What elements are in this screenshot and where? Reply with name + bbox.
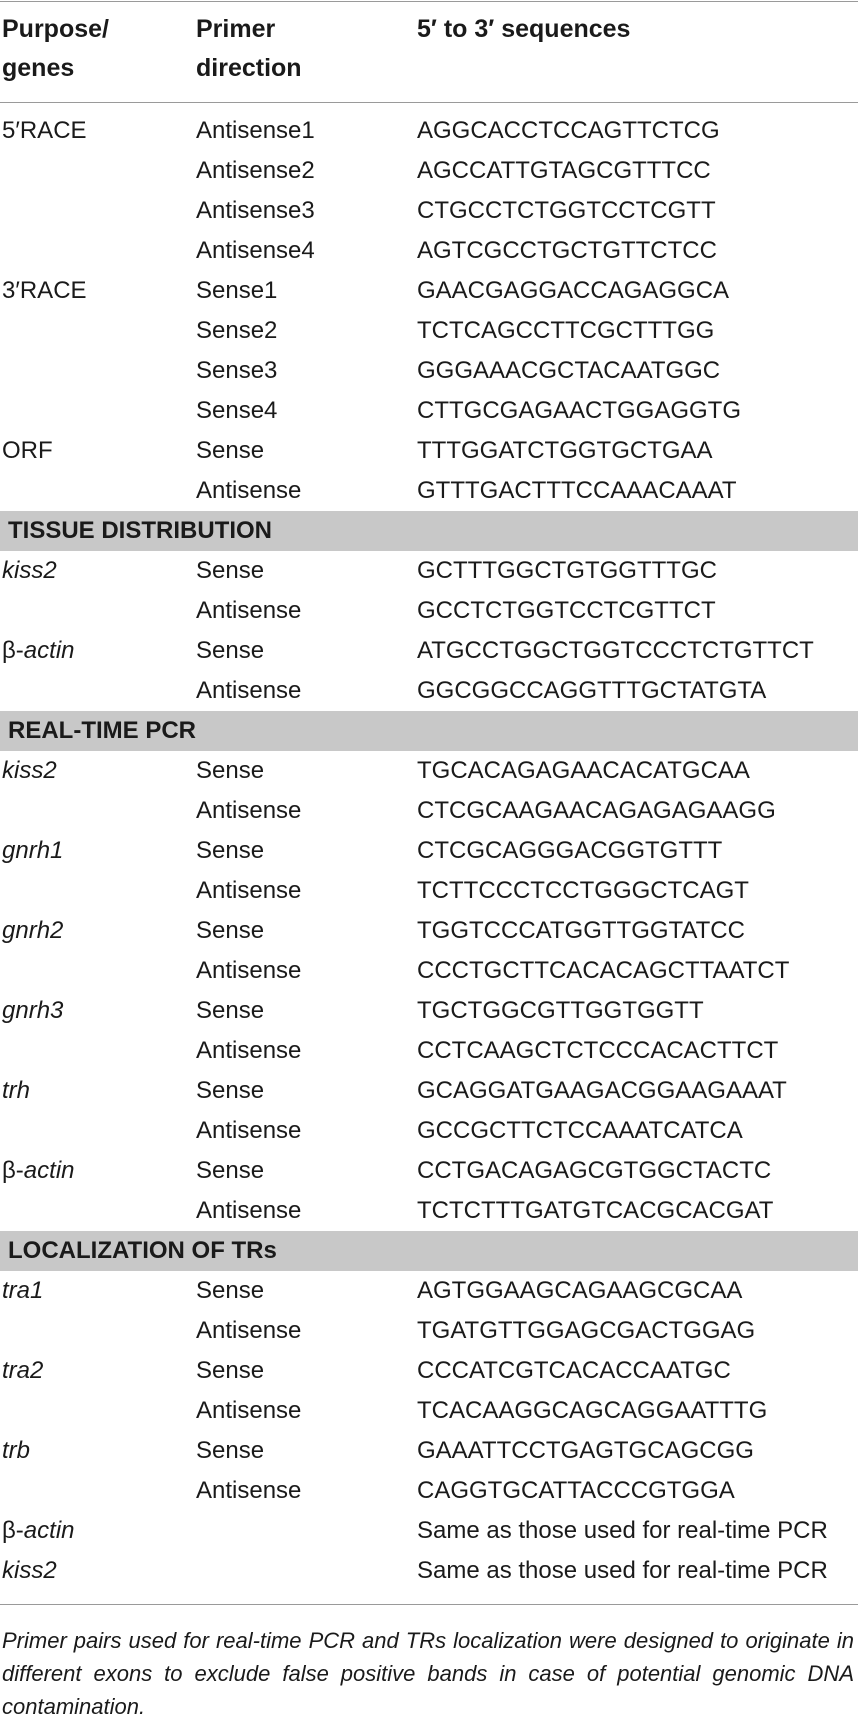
table-row <box>0 1191 858 1231</box>
sequence-cell: GGGAAACGCTACAATGGC <box>417 357 721 384</box>
primer-direction-cell: Antisense <box>196 597 302 624</box>
sequence-cell: CCTCAAGCTCTCCCACACTTCT <box>417 1037 779 1064</box>
table-row <box>0 671 858 711</box>
primer-direction-cell: Antisense <box>196 877 302 904</box>
primer-direction-cell: Antisense <box>196 1197 302 1224</box>
table-row <box>0 791 858 831</box>
table-row <box>0 871 858 911</box>
table-row <box>0 1511 858 1551</box>
gene-prefix: β- <box>2 1517 24 1544</box>
primer-direction-cell: Sense <box>196 1077 265 1104</box>
primer-direction-cell: Antisense <box>196 677 302 704</box>
gene-cell <box>2 1431 30 1471</box>
table-row <box>0 751 858 791</box>
table-row <box>0 1431 858 1471</box>
primer-direction-cell: Antisense <box>196 797 302 824</box>
sequence-cell: ATGCCTGGCTGGTCCCTCTGTTCT <box>417 637 814 664</box>
sequence-cell: GTTTGACTTTCCAAACAAAT <box>417 477 737 504</box>
table-row <box>0 311 858 351</box>
gene-cell <box>2 1351 43 1391</box>
gene-cell <box>2 911 63 951</box>
table-row <box>0 591 858 631</box>
sequence-cell: TTTGGATCTGGTGCTGAA <box>417 437 713 464</box>
primer-direction-cell: Antisense1 <box>196 117 315 144</box>
sequence-cell: TCACAAGGCAGCAGGAATTTG <box>417 1397 768 1424</box>
gene-name: actin <box>23 1157 75 1184</box>
table-row <box>0 1391 858 1431</box>
table-row <box>0 351 858 391</box>
primer-direction-cell: Sense <box>196 757 265 784</box>
section-header <box>0 711 858 751</box>
gene-cell <box>2 751 57 791</box>
table-row <box>0 271 858 311</box>
section-header-label: TISSUE DISTRIBUTION <box>8 517 273 544</box>
header-sequences: 5′ to 3′ sequences <box>417 15 631 43</box>
primer-direction-cell: Antisense <box>196 1477 302 1504</box>
gene-prefix: β- <box>2 637 24 664</box>
gene-cell <box>2 1071 30 1111</box>
table-row <box>0 1311 858 1351</box>
gene-name: tra2 <box>2 1357 44 1384</box>
gene-name: 5′RACE <box>2 117 87 144</box>
primer-direction-cell: Sense <box>196 557 265 584</box>
table-row <box>0 391 858 431</box>
sequence-cell: CCTGACAGAGCGTGGCTACTC <box>417 1157 772 1184</box>
primer-direction-cell: Sense1 <box>196 277 278 304</box>
gene-name: kiss2 <box>2 557 57 584</box>
sequence-cell: GCTTTGGCTGTGGTTTGC <box>417 557 717 584</box>
sequence-cell: GCCTCTGGTCCTCGTTCT <box>417 597 716 624</box>
primer-direction-cell: Antisense4 <box>196 237 315 264</box>
table-row <box>0 631 858 671</box>
sequence-cell: TCTCTTTGATGTCACGCACGAT <box>417 1197 774 1224</box>
gene-cell <box>2 631 75 671</box>
table-footnote: Primer pairs used for real-time PCR and TRs localization were designed to originate in different exons to exclude false positive bands in case of potential genomic DNA contamination. <box>2 1628 854 1719</box>
sequence-cell: GAACGAGGACCAGAGGCA <box>417 277 730 304</box>
gene-name: actin <box>23 1517 75 1544</box>
sequence-cell: CTCGCAGGGACGGTGTTT <box>417 837 723 864</box>
primer-direction-cell: Sense <box>196 837 265 864</box>
table-row <box>0 551 858 591</box>
sequence-cell: CTTGCGAGAACTGGAGGTG <box>417 397 742 424</box>
gene-cell <box>2 1511 75 1551</box>
table-row <box>0 431 858 471</box>
sequence-cell: GGCGGCCAGGTTTGCTATGTA <box>417 677 767 704</box>
primer-direction-cell: Sense <box>196 637 265 664</box>
section-header-label: REAL-TIME PCR <box>8 717 196 744</box>
primer-direction-cell: Antisense <box>196 1317 302 1344</box>
gene-name: kiss2 <box>2 757 57 784</box>
sequence-cell: TCTCAGCCTTCGCTTTGG <box>417 317 715 344</box>
gene-cell <box>2 831 63 871</box>
sequence-cell: AGTCGCCTGCTGTTCTCC <box>417 237 717 264</box>
table-row <box>0 1551 858 1591</box>
table-row <box>0 1271 858 1311</box>
sequence-cell: Same as those used for real-time PCR <box>417 1517 828 1544</box>
gene-name: gnrh3 <box>2 997 64 1024</box>
sequence-cell: AGGCACCTCCAGTTCTCG <box>417 117 720 144</box>
table-row <box>0 1111 858 1151</box>
primer-direction-cell: Antisense <box>196 477 302 504</box>
gene-name: gnrh2 <box>2 917 64 944</box>
section-header <box>0 1231 858 1271</box>
gene-cell <box>2 111 87 151</box>
table-row <box>0 1471 858 1511</box>
primer-direction-cell: Sense <box>196 1437 265 1464</box>
section-header <box>0 511 858 551</box>
sequence-cell: AGCCATTGTAGCGTTTCC <box>417 157 711 184</box>
primer-direction-cell: Antisense <box>196 1117 302 1144</box>
sequence-cell: CTCGCAAGAACAGAGAGAAGG <box>417 797 776 824</box>
sequence-cell: CCCTGCTTCACACAGCTTAATCT <box>417 957 790 984</box>
table-row <box>0 831 858 871</box>
sequence-cell: TGCTGGCGTTGGTGGTT <box>417 997 704 1024</box>
gene-prefix: β- <box>2 1157 24 1184</box>
primer-direction-cell: Sense <box>196 1357 265 1384</box>
table-top-rule <box>0 1 858 2</box>
primer-direction-cell: Sense <box>196 1277 265 1304</box>
sequence-cell: Same as those used for real-time PCR <box>417 1557 828 1584</box>
gene-cell <box>2 991 63 1031</box>
gene-cell <box>2 271 87 311</box>
sequence-cell: TGATGTTGGAGCGACTGGAG <box>417 1317 756 1344</box>
sequence-cell: GCAGGATGAAGACGGAAGAAAT <box>417 1077 787 1104</box>
gene-name: 3′RACE <box>2 277 87 304</box>
gene-name: ORF <box>2 437 53 464</box>
gene-cell <box>2 1151 75 1191</box>
primer-direction-cell: Sense <box>196 1157 265 1184</box>
table-row <box>0 231 858 271</box>
sequence-cell: CCCATCGTCACACCAATGC <box>417 1357 731 1384</box>
primer-direction-cell: Sense4 <box>196 397 278 424</box>
table-row <box>0 1351 858 1391</box>
table-row <box>0 1071 858 1111</box>
primer-direction-cell: Sense3 <box>196 357 278 384</box>
table-bottom-rule <box>0 1604 858 1605</box>
sequence-cell: GAAATTCCTGAGTGCAGCGG <box>417 1437 754 1464</box>
gene-cell <box>2 431 53 471</box>
primer-direction-cell: Sense <box>196 437 265 464</box>
sequence-cell: GCCGCTTCTCCAAATCATCA <box>417 1117 743 1144</box>
gene-cell <box>2 551 57 591</box>
sequence-cell: TGGTCCCATGGTTGGTATCC <box>417 917 745 944</box>
table-row <box>0 191 858 231</box>
table-row <box>0 111 858 151</box>
primer-direction-cell: Sense <box>196 997 265 1024</box>
gene-cell <box>2 1271 43 1311</box>
table-row <box>0 991 858 1031</box>
table-row <box>0 471 858 511</box>
sequence-cell: AGTGGAAGCAGAAGCGCAA <box>417 1277 743 1304</box>
table-row <box>0 151 858 191</box>
header-primer-direction: Primer direction <box>196 15 302 82</box>
sequence-cell: CAGGTGCATTACCCGTGGA <box>417 1477 735 1504</box>
primer-direction-cell: Antisense <box>196 957 302 984</box>
table-row <box>0 911 858 951</box>
gene-name: kiss2 <box>2 1557 57 1584</box>
primer-direction-cell: Antisense <box>196 1397 302 1424</box>
primer-direction-cell: Sense2 <box>196 317 278 344</box>
table-row <box>0 1031 858 1071</box>
gene-name: actin <box>23 637 75 664</box>
sequence-cell: TGCACAGAGAACACATGCAA <box>417 757 750 784</box>
table-row <box>0 1151 858 1191</box>
section-header-label: LOCALIZATION OF TRs <box>8 1237 277 1264</box>
primer-direction-cell: Antisense2 <box>196 157 315 184</box>
header-purpose-genes: Purpose/ genes <box>2 15 109 82</box>
sequence-cell: CTGCCTCTGGTCCTCGTT <box>417 197 716 224</box>
primer-direction-cell: Sense <box>196 917 265 944</box>
table-row <box>0 951 858 991</box>
primer-direction-cell: Antisense3 <box>196 197 315 224</box>
gene-name: gnrh1 <box>2 837 64 864</box>
sequence-cell: TCTTCCCTCCTGGGCTCAGT <box>417 877 749 904</box>
gene-name: trb <box>2 1437 31 1464</box>
gene-cell <box>2 1551 57 1591</box>
primer-direction-cell: Antisense <box>196 1037 302 1064</box>
gene-name: tra1 <box>2 1277 44 1304</box>
gene-name: trh <box>2 1077 31 1104</box>
header-bottom-rule <box>0 102 858 103</box>
